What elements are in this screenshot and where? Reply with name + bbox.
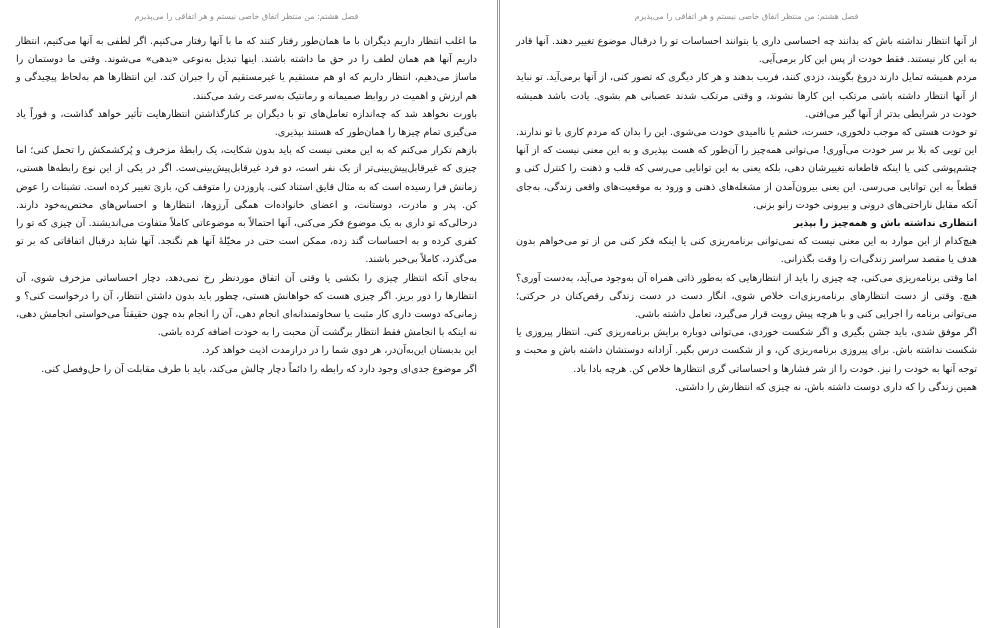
paragraph: از آنها انتظار نداشته باش که بدانند چه احساسی داری یا بتوانند احساسات تو را درقبال موضوع تغییر دهند. آنها قادر به این کار نیستند. فقط خودت از پس این کار برمی‌آیی.: [516, 36, 977, 66]
paragraph: اما وقتی برنامه‌ریزی می‌کنی، چه چیزی را باید از انتظارهایی که به‌طور ذاتی همراه آن به‌وجود می‌آید، به‌دست آوری؟ هیچ. وقتی از دست انتظارهای برنامه‌ریزی‌ات خلاص شوی، انگار دست در دست زندگی رقص‌کنان در حرکتی؛ می‌توانی برنامه را اجرایی کنی و با هرچه پیش رویت قرار می‌گیرد، تعامل داشته باشی.: [516, 272, 977, 321]
running-header: فصل هشتم: من منتظر اتفاق خاصی نیستم و هر اتفاقی را می‌پذیرم: [134, 12, 359, 21]
paragraph: هیچ‌کدام از این موارد به این معنی نیست که نمی‌توانی برنامه‌ریزی کنی یا اینکه فکر کنی من از تو می‌خواهم بدون هدف یا مقصد سراسر زندگی‌ات را وقت بگذرانی.: [516, 236, 977, 266]
left-page: [0, 0, 498, 628]
paragraph: ما اغلب انتظار داریم دیگران با ما همان‌طور رفتار کنند که ما با آنها رفتار می‌کنیم. اگر لطفی به آنها می‌کنیم، انتظار داریم آنها هم همان لطف را در حق ما داشته باشند. اینها تبدیل به‌نوعی «بدهی» می‌شوند. وقتی ما دوستمان را ماساژ می‌دهیم، انتظار داریم که او هم مستقیم یا غیرمستقیم آن را جبران کند. این انتظارها هم به‌لحاظ پیچیدگی و هم ارزش و اهمیت در روابط صمیمانه و رمانتیک به‌سرعت رشد می‌کنند.: [16, 36, 477, 102]
paragraph: باورت نخواهد شد که چه‌اندازه تعامل‌های تو با دیگران بر کنارگذاشتن انتظارهایت تأثیر خواهد گذاشت، و فوراً یاد می‌گیری تمام چیزها را همان‌طور که هستند بپذیری.: [16, 108, 477, 139]
paragraph: اگر موفق شدی، باید جشن بگیری و اگر شکست خوردی، می‌توانی دوباره برایش برنامه‌ریزی کنی. انتظار پیروزی یا شکست نداشته باش. برای پیروزی برنامه‌ریزی کن، و از شکست درس بگیر. آزادانه دوستشان داشته باش و محبت و توجه آنها به خودت را نیز. خودت را از شر فشارها و احساساتی گری انتظارها خلاص کن. هرچه بادا باد.: [516, 327, 977, 375]
section-heading: انتظاری نداشته باش و همه‌چیز را بپذیر: [793, 218, 977, 230]
paragraph: این بدبستان این‌به‌آن‌در، هر دوی شما را در درازمدت اذیت خواهد کرد.: [202, 345, 477, 357]
paragraph: اگر موضوع جدی‌ای وجود دارد که رابطه را دائماً دچار چالش می‌کند، باید با طرف مقابلت آن را حل‌وفصل کنی.: [41, 363, 477, 375]
paragraph: مردم همیشه تمایل دارند دروغ بگویند، دزدی کنند، فریب بدهند و هر کار دیگری که تصور کنی، از آنها برمی‌آید. تو نباید از آنها انتظار داشته باشی مرتکب این کارها نشوند، و وقتی مرتکب شدند عصبانی هم بشوی. یادت باشد همیشه خودت در شرایطی بدتر از آنها گیر می‌افتی.: [516, 72, 977, 120]
paragraph: بازهم تکرار می‌کنم که به این معنی نیست که باید بدون شکایت، یک رابطهٔ مزخرف و پُرکشمکش را تحمل کنی؛ اما چیزی که غیرقابل‌پیش‌بینی‌تر از یک نفر است، دو فرد غیرقابل‌پیش‌بینی‌ست. اگر در یکی از این نوع رابطه‌ها هستی، زمانش فرا رسیده است که به مثال قایق استناد کنی. پاروزدن را متوقف کن، بازیَ تغییر کرده است. تشبثات را عوض کن. پدر و مادرت، دوستانت، و اعضای خانواده‌ات همگی آرزوها، انتظارها و احساس‌های مختص‌به‌خود دارند. درحالی‌که تو داری به یک موضوع فکر می‌کنی، آنها احتمالاً به موضوعاتی کاملاً متفاوت می‌اندیشند. آن چیزی که تو را کفری کرده و به احساسات گند زده، ممکن است حتی در مخیّلهٔ آنها هم نگنجد. آنها شاید درقبال اتفاقاتی که بر تو می‌گذرد، کاملاً بی‌خبر باشند.: [16, 145, 477, 266]
paragraph: تو خودت هستی که موجب دلخوری، حسرت، خشم یا ناامیدی خودت می‌شوی. این را بدان که مردم کاری با تو ندارند. این تویی که بلا بر سر خودت می‌آوری! می‌توانی همه‌چیز را آن‌طور که هست بپذیری و به این معنی نیست که از آنها چشم‌پوشی کنی یا اینکه قاطعانه تغییرشان دهی، بلکه یعنی به این توانایی می‌رسی که قلب و ذهنت را کنترل کنی و قطعاً به این توانایی می‌رسی. این یعنی بیرون‌آمدن از مشغله‌های ذهنی و ورود به موقعیت‌های واقعی زندگی، به‌جای آنکه مقابل ناراحتی‌های درونی و بیرونی خودت زانو بزنی.: [516, 127, 977, 211]
paragraph: به‌جای آنکه انتظار چیزی را بکشی یا وقتی آن اتفاق موردنظر رخ نمی‌دهد، دچار احساساتی مزخرف شوی، آن انتظارها را دور بریز. اگر چیزی هست که خواهانش هستی، چطور باید بدون داشتن انتظار، آن را درخواست کنی؟ و زمانی‌که دوست داری کار مثبت یا سخاوتمندانه‌ای انجام دهی، آن را انجام بده چون حقیقتاً می‌خواستی انجامش دهی، نه اینکه با انجامش فقط انتظار برگشت آن محبت را به خودت اضافه کرده باشی.: [16, 272, 477, 339]
paragraph: همین زندگی را که داری دوست داشته باش، نه چیزی که انتظارش را داشتی.: [675, 381, 977, 393]
running-header: فصل هشتم: من منتظر اتفاق خاصی نیستم و هر اتفاقی را می‌پذیرم: [634, 12, 859, 21]
right-page: [499, 0, 997, 628]
